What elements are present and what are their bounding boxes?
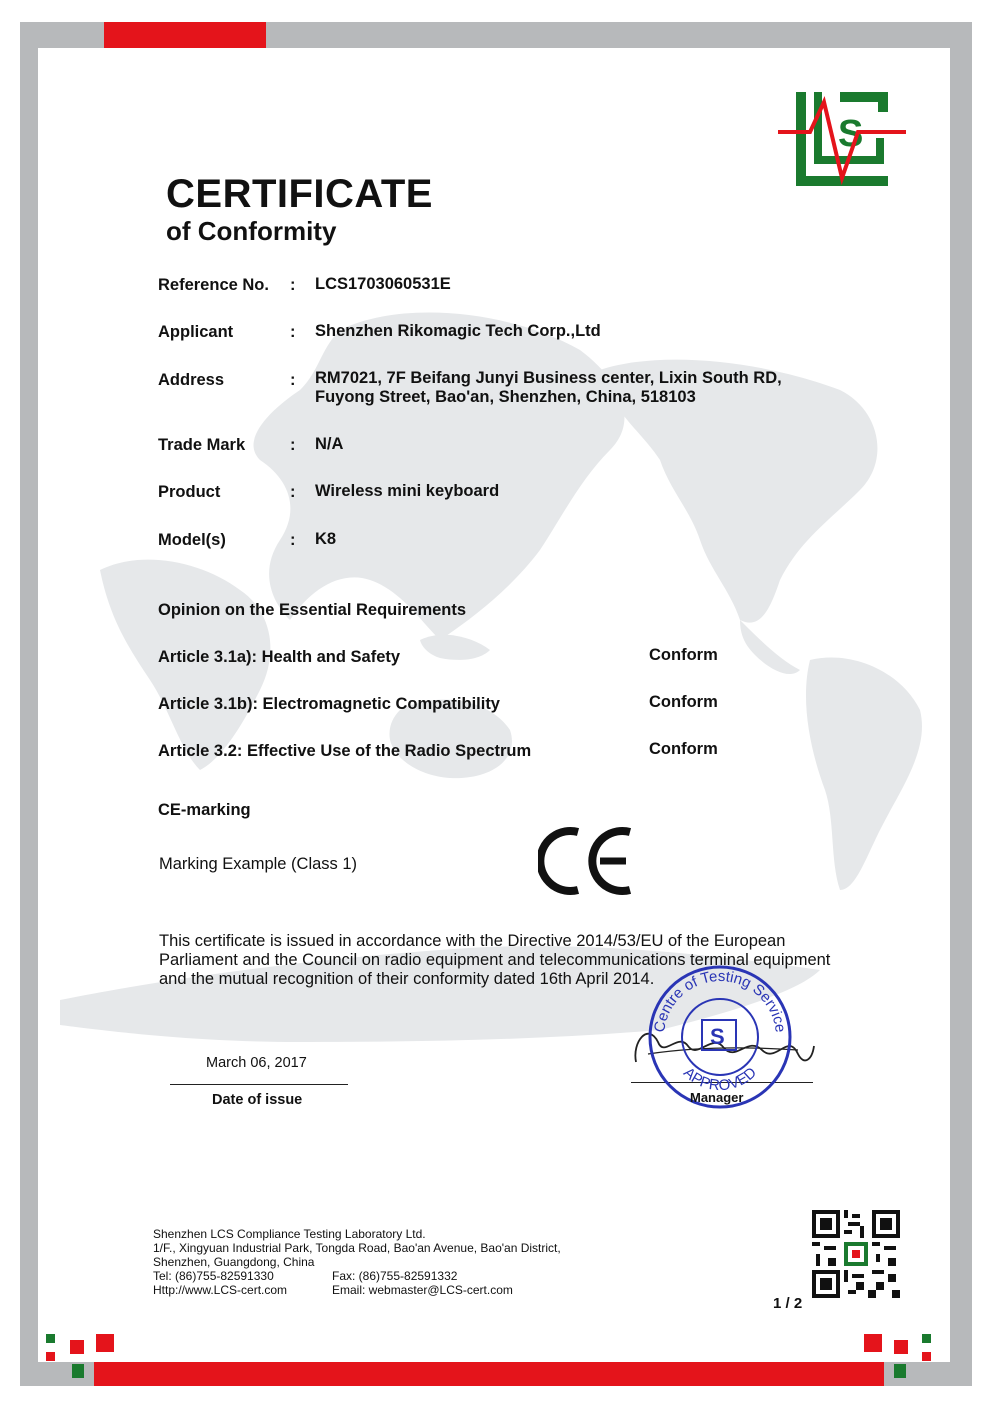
field-value: N/A bbox=[315, 435, 344, 453]
article-result: Conform bbox=[649, 646, 718, 664]
issue-date-label: Date of issue bbox=[212, 1092, 303, 1108]
footer-web[interactable]: Http://www.LCS-cert.com bbox=[153, 1283, 288, 1297]
issue-date: March 06, 2017 bbox=[206, 1055, 307, 1071]
field-value: Wireless mini keyboard bbox=[315, 482, 500, 500]
certificate-subtitle: of Conformity bbox=[166, 216, 337, 246]
stamp-top-text: Centre of Testing Service bbox=[651, 967, 789, 1034]
lcs-logo bbox=[776, 88, 908, 188]
ce-mark-icon bbox=[538, 826, 634, 896]
frame-top-red-accent bbox=[104, 22, 266, 48]
field-value: LCS1703060531E bbox=[315, 275, 451, 293]
article-result: Conform bbox=[649, 740, 718, 758]
signature-title: Manager bbox=[690, 1090, 744, 1105]
marking-example-label: Marking Example (Class 1) bbox=[159, 855, 358, 873]
field-colon: : bbox=[290, 436, 296, 454]
certificate-title: CERTIFICATE bbox=[166, 172, 433, 216]
field-colon: : bbox=[290, 371, 296, 389]
article-label: Article 3.1b): Electromagnetic Compatibility bbox=[158, 695, 500, 713]
field-label: Applicant bbox=[158, 323, 234, 341]
footer-fax: Fax: (86)755-82591332 bbox=[332, 1269, 458, 1283]
statement-line: Parliament and the Council on radio equipment and telecommunications terminal equipment bbox=[159, 951, 831, 969]
footer-address1: 1/F., Xingyuan Industrial Park, Tongda Road, Bao'an Avenue, Bao'an District, bbox=[153, 1241, 561, 1255]
footer-email[interactable]: Email: webmaster@LCS-cert.com bbox=[332, 1283, 513, 1297]
footer-company: Shenzhen LCS Compliance Testing Laboratory Ltd. bbox=[153, 1227, 426, 1241]
field-label: Product bbox=[158, 483, 221, 501]
field-colon: : bbox=[290, 276, 296, 294]
field-label: Address bbox=[158, 371, 225, 389]
ce-marking-heading: CE-marking bbox=[158, 801, 251, 819]
footer-tel: Tel: (86)755-82591330 bbox=[153, 1269, 274, 1283]
field-colon: : bbox=[290, 323, 296, 341]
statement-line: and the mutual recognition of their conformity dated 16th April 2014. bbox=[159, 970, 655, 988]
frame-left-bar bbox=[20, 22, 38, 1386]
field-colon: : bbox=[290, 483, 296, 501]
field-colon: : bbox=[290, 531, 296, 549]
article-label: Article 3.1a): Health and Safety bbox=[158, 648, 401, 666]
frame-right-bar bbox=[950, 22, 972, 1386]
field-label: Model(s) bbox=[158, 531, 226, 549]
field-label: Reference No. bbox=[158, 276, 269, 294]
article-label: Article 3.2: Effective Use of the Radio Spectrum bbox=[158, 742, 532, 760]
field-value: K8 bbox=[315, 530, 337, 548]
footer-address2: Shenzhen, Guangdong, China bbox=[153, 1255, 315, 1269]
svg-text:S: S bbox=[838, 113, 864, 155]
issue-date-rule bbox=[170, 1084, 348, 1085]
field-value-line1: RM7021, 7F Beifang Junyi Business center, Lixin South RD, bbox=[315, 369, 782, 387]
opinion-heading: Opinion on the Essential Requirements bbox=[158, 601, 467, 619]
article-result: Conform bbox=[649, 693, 718, 711]
stamp-bottom-text: APPROVED bbox=[680, 1064, 760, 1095]
frame-bottom-red-accent bbox=[94, 1362, 884, 1386]
page-number: 1 / 2 bbox=[773, 1295, 803, 1312]
field-value-line2: Fuyong Street, Bao'an, Shenzhen, China, 518103 bbox=[315, 388, 696, 406]
qr-code bbox=[812, 1210, 900, 1298]
field-value: Shenzhen Rikomagic Tech Corp.,Ltd bbox=[315, 322, 601, 340]
statement-line: This certificate is issued in accordance with the Directive 2014/53/EU of the European bbox=[159, 932, 786, 950]
field-label: Trade Mark bbox=[158, 436, 246, 454]
svg-text:S: S bbox=[710, 1024, 725, 1049]
